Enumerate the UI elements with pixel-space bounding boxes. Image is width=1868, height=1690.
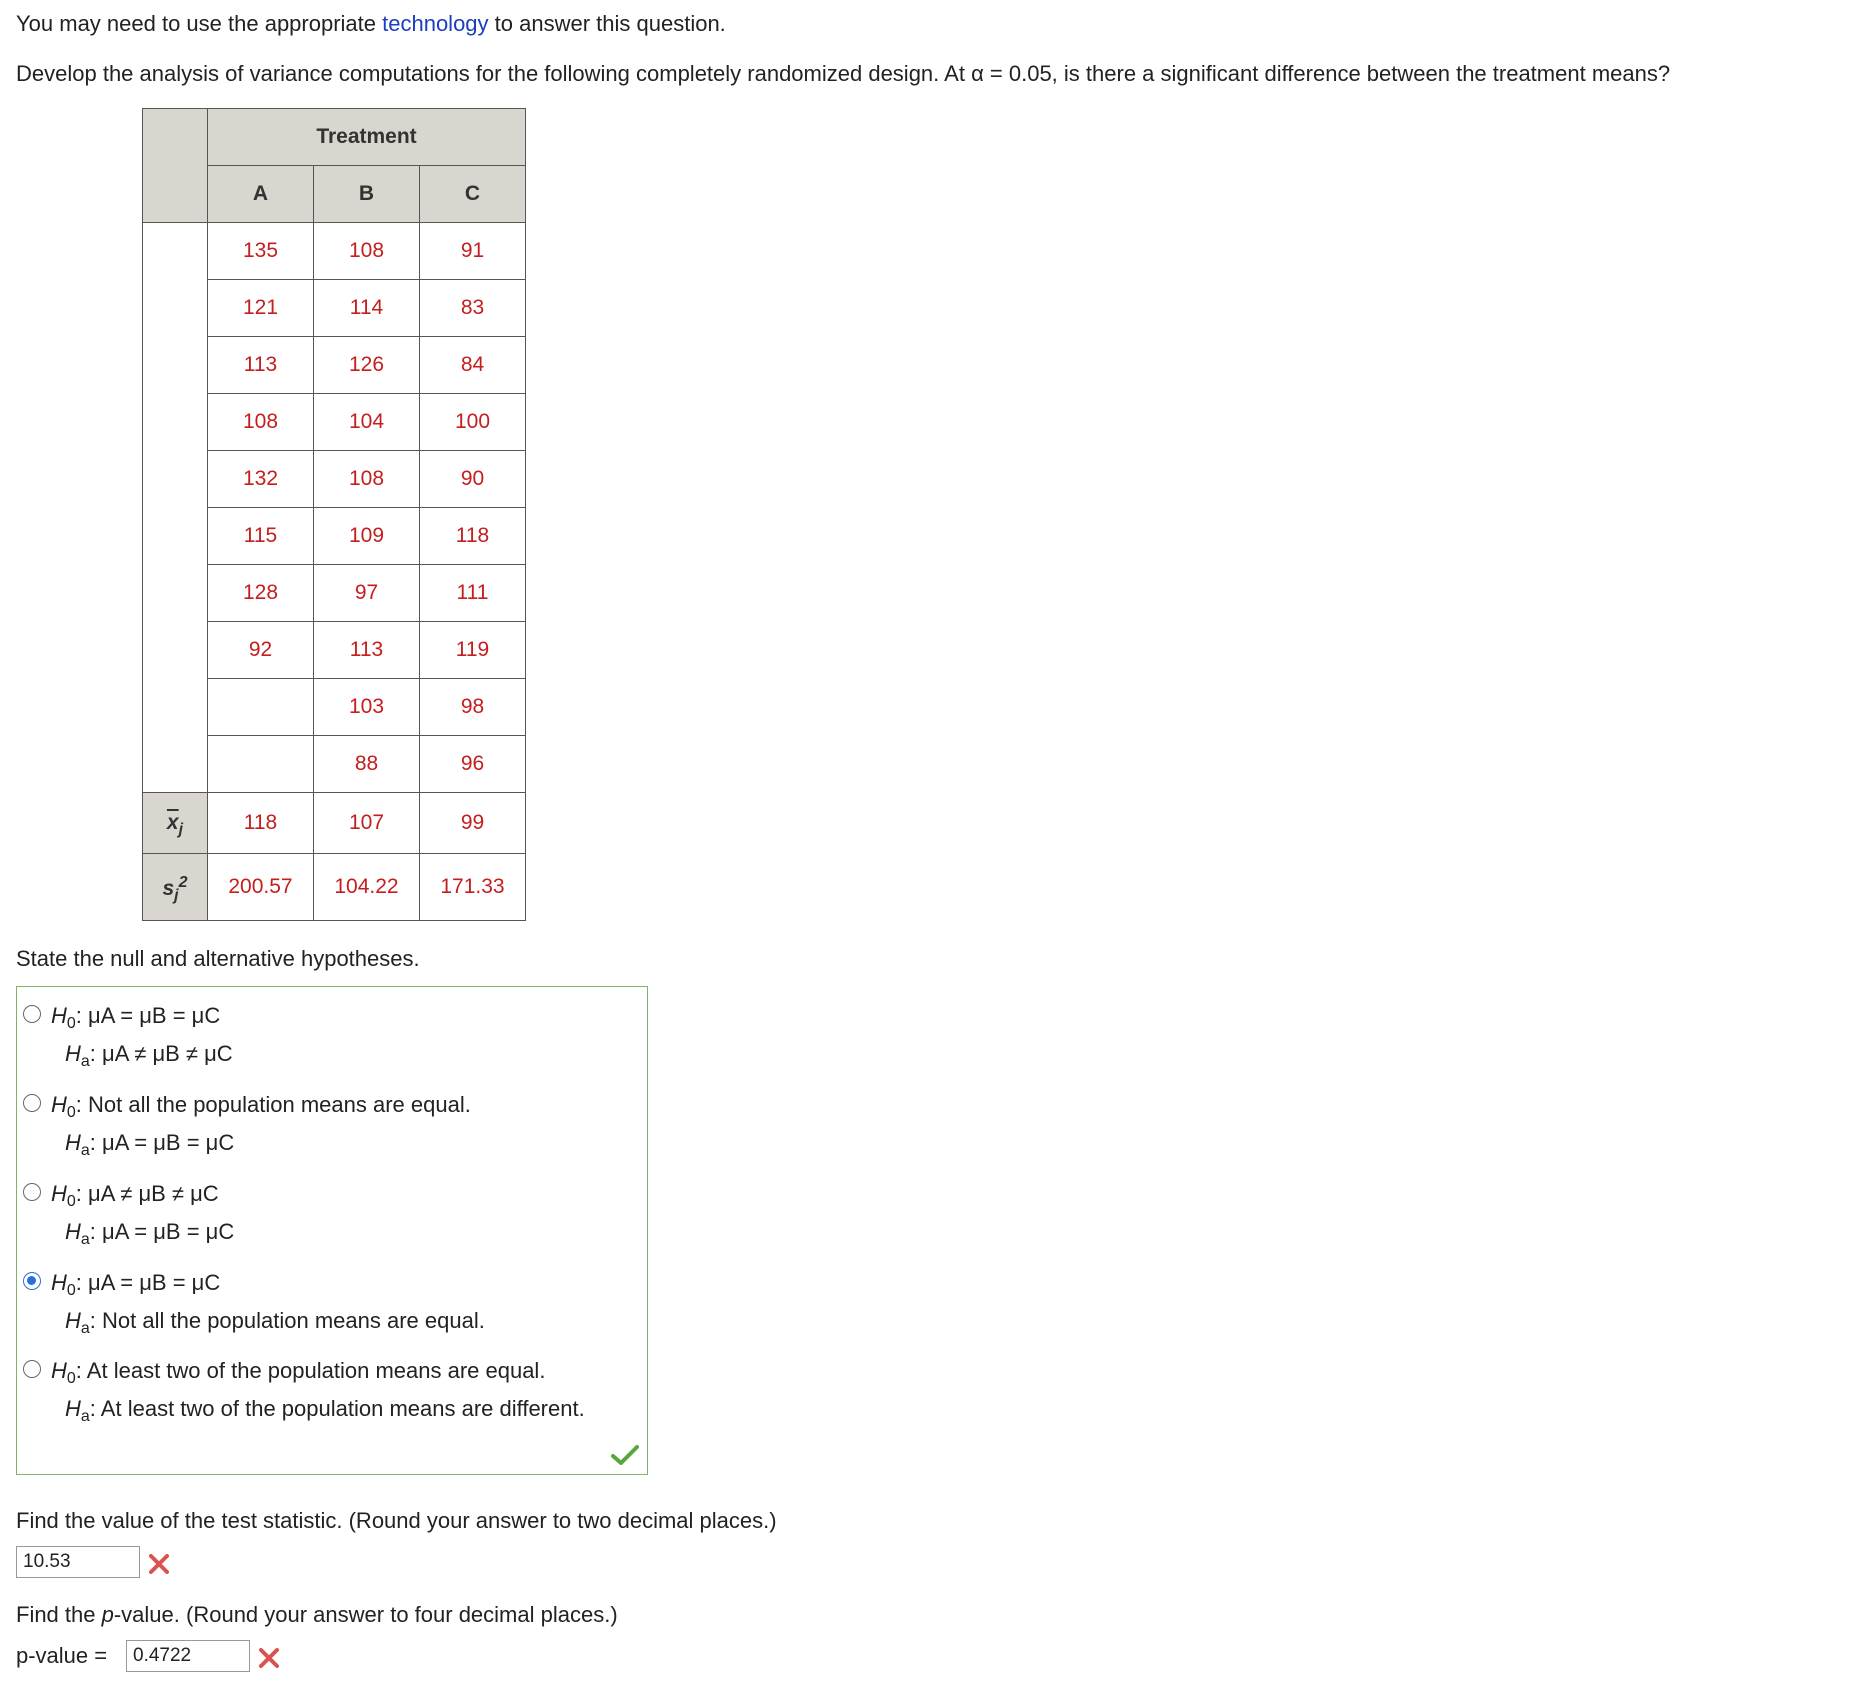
intro-text (16, 10, 726, 38)
p-value-prompt-after: -value. (Round your answer to four decimal places.) (113, 1602, 618, 1627)
row-stub (143, 223, 208, 793)
test-statistic-prompt: Find the value of the test statistic. (Round your answer to two decimal places.) (16, 1508, 777, 1533)
h-symbol: H (65, 1130, 81, 1155)
table-cell: 115 (208, 508, 314, 565)
h-symbol: H (65, 1396, 81, 1421)
mean-cell: 107 (314, 793, 420, 854)
alternative-hypothesis (23, 1390, 585, 1428)
h-symbol: H (51, 1181, 67, 1206)
mean-cell: 118 (208, 793, 314, 854)
variance-cell: 104.22 (314, 854, 420, 921)
table-cell: 108 (314, 223, 420, 280)
table-cell: 113 (208, 337, 314, 394)
alternative-text: : At least two of the population means are different. (89, 1396, 585, 1421)
a-subscript: a (80, 1053, 90, 1070)
radio-button[interactable] (23, 1183, 41, 1201)
table-cell: 104 (314, 394, 420, 451)
null-text: : Not all the population means are equal. (75, 1092, 471, 1117)
test-statistic-input[interactable]: 10.53 (16, 1546, 140, 1578)
hypothesis-option-5[interactable] (23, 1352, 585, 1428)
zero-subscript: 0 (66, 1282, 76, 1299)
alternative-hypothesis (23, 1124, 471, 1162)
x-symbol: $\overline{x}$ (166, 811, 179, 834)
table-cell: 132 (208, 451, 314, 508)
null-text: : μA = μB = μC (75, 1003, 221, 1028)
intro-after: to answer this question. (488, 11, 726, 36)
alternative-hypothesis (23, 1213, 234, 1251)
table-cell: 119 (420, 622, 526, 679)
hypotheses-prompt: State the null and alternative hypotheses. (16, 946, 420, 971)
a-subscript: a (80, 1142, 90, 1159)
hypothesis-option-2[interactable] (23, 1086, 471, 1162)
incorrect-icon (258, 1647, 280, 1669)
table-cell: 92 (208, 622, 314, 679)
technology-link[interactable]: technology (382, 11, 489, 36)
mean-cell: 99 (420, 793, 526, 854)
table-cell: 114 (314, 280, 420, 337)
table-cell: 135 (208, 223, 314, 280)
table-cell: 108 (208, 394, 314, 451)
table-cell: 108 (314, 451, 420, 508)
table-cell: 91 (420, 223, 526, 280)
null-text: : μA ≠ μB ≠ μC (75, 1181, 219, 1206)
zero-subscript: 0 (66, 1370, 76, 1387)
table-cell: 109 (314, 508, 420, 565)
table-cell (208, 679, 314, 736)
h-symbol: H (51, 1358, 67, 1383)
h-symbol: H (65, 1308, 81, 1333)
null-hypothesis (23, 997, 233, 1035)
table-cell: 118 (420, 508, 526, 565)
variance-cell: 200.57 (208, 854, 314, 921)
table-row (143, 223, 526, 280)
mean-label (143, 793, 208, 854)
a-subscript: a (80, 1408, 90, 1425)
variance-label: $s_j^2$ (143, 854, 208, 921)
null-hypothesis (23, 1086, 471, 1124)
h-symbol: H (65, 1041, 81, 1066)
p-value-prompt (16, 1602, 618, 1628)
check-icon (611, 1444, 639, 1466)
h-symbol: H (51, 1270, 67, 1295)
table-cell: 126 (314, 337, 420, 394)
h-symbol: H (65, 1219, 81, 1244)
table-corner (143, 109, 208, 223)
table-cell: 96 (420, 736, 526, 793)
alternative-hypothesis (23, 1035, 233, 1073)
variance-row (143, 854, 526, 921)
table-cell: 113 (314, 622, 420, 679)
null-hypothesis (23, 1352, 585, 1390)
alternative-hypothesis (23, 1302, 485, 1340)
radio-button[interactable] (23, 1360, 41, 1378)
table-cell: 98 (420, 679, 526, 736)
alternative-text: : μA ≠ μB ≠ μC (89, 1041, 233, 1066)
alternative-text: : μA = μB = μC (89, 1130, 235, 1155)
h-symbol: H (51, 1003, 67, 1028)
a-subscript: a (80, 1320, 90, 1337)
hypotheses-options (16, 986, 648, 1475)
alternative-text: : Not all the population means are equal. (89, 1308, 485, 1333)
hypothesis-option-4[interactable] (23, 1264, 485, 1340)
intro-before: You may need to use the appropriate (16, 11, 383, 36)
hypothesis-option-3[interactable] (23, 1175, 234, 1251)
table-cell: 90 (420, 451, 526, 508)
radio-button[interactable] (23, 1094, 41, 1112)
p-value-label: p-value = (16, 1643, 108, 1668)
radio-button[interactable] (23, 1005, 41, 1023)
column-header-b: B (314, 166, 420, 223)
table-cell: 97 (314, 565, 420, 622)
column-header-c: C (420, 166, 526, 223)
zero-subscript: 0 (66, 1104, 76, 1121)
table-cell: 121 (208, 280, 314, 337)
zero-subscript: 0 (66, 1193, 76, 1210)
variance-cell: 171.33 (420, 854, 526, 921)
a-subscript: a (80, 1231, 90, 1248)
null-text: : At least two of the population means are equal. (75, 1358, 546, 1383)
zero-subscript: 0 (66, 1015, 76, 1032)
table-cell (208, 736, 314, 793)
null-hypothesis (23, 1175, 234, 1213)
question-text: Develop the analysis of variance computations for the following completely randomized design. At α = 0.05, is there a significant difference between the treatment means? (16, 61, 1671, 86)
mean-row (143, 793, 526, 854)
column-header-a: A (208, 166, 314, 223)
null-text: : μA = μB = μC (75, 1270, 221, 1295)
radio-button[interactable] (23, 1272, 41, 1290)
p-value-input[interactable]: 0.4722 (126, 1640, 250, 1672)
p-value-prompt-italic: p (101, 1602, 114, 1627)
table-cell: 88 (314, 736, 420, 793)
treatment-header: Treatment (208, 109, 526, 166)
incorrect-icon (148, 1553, 170, 1575)
j-subscript: j (178, 821, 184, 838)
hypothesis-option-1[interactable] (23, 997, 233, 1073)
table-cell: 103 (314, 679, 420, 736)
p-value-prompt-before: Find the (16, 1602, 102, 1627)
table-cell: 100 (420, 394, 526, 451)
h-symbol: H (51, 1092, 67, 1117)
table-cell: 83 (420, 280, 526, 337)
table-cell: 111 (420, 565, 526, 622)
table-cell: 128 (208, 565, 314, 622)
table-cell: 84 (420, 337, 526, 394)
null-hypothesis (23, 1264, 485, 1302)
alternative-text: : μA = μB = μC (89, 1219, 235, 1244)
data-table (142, 108, 526, 921)
